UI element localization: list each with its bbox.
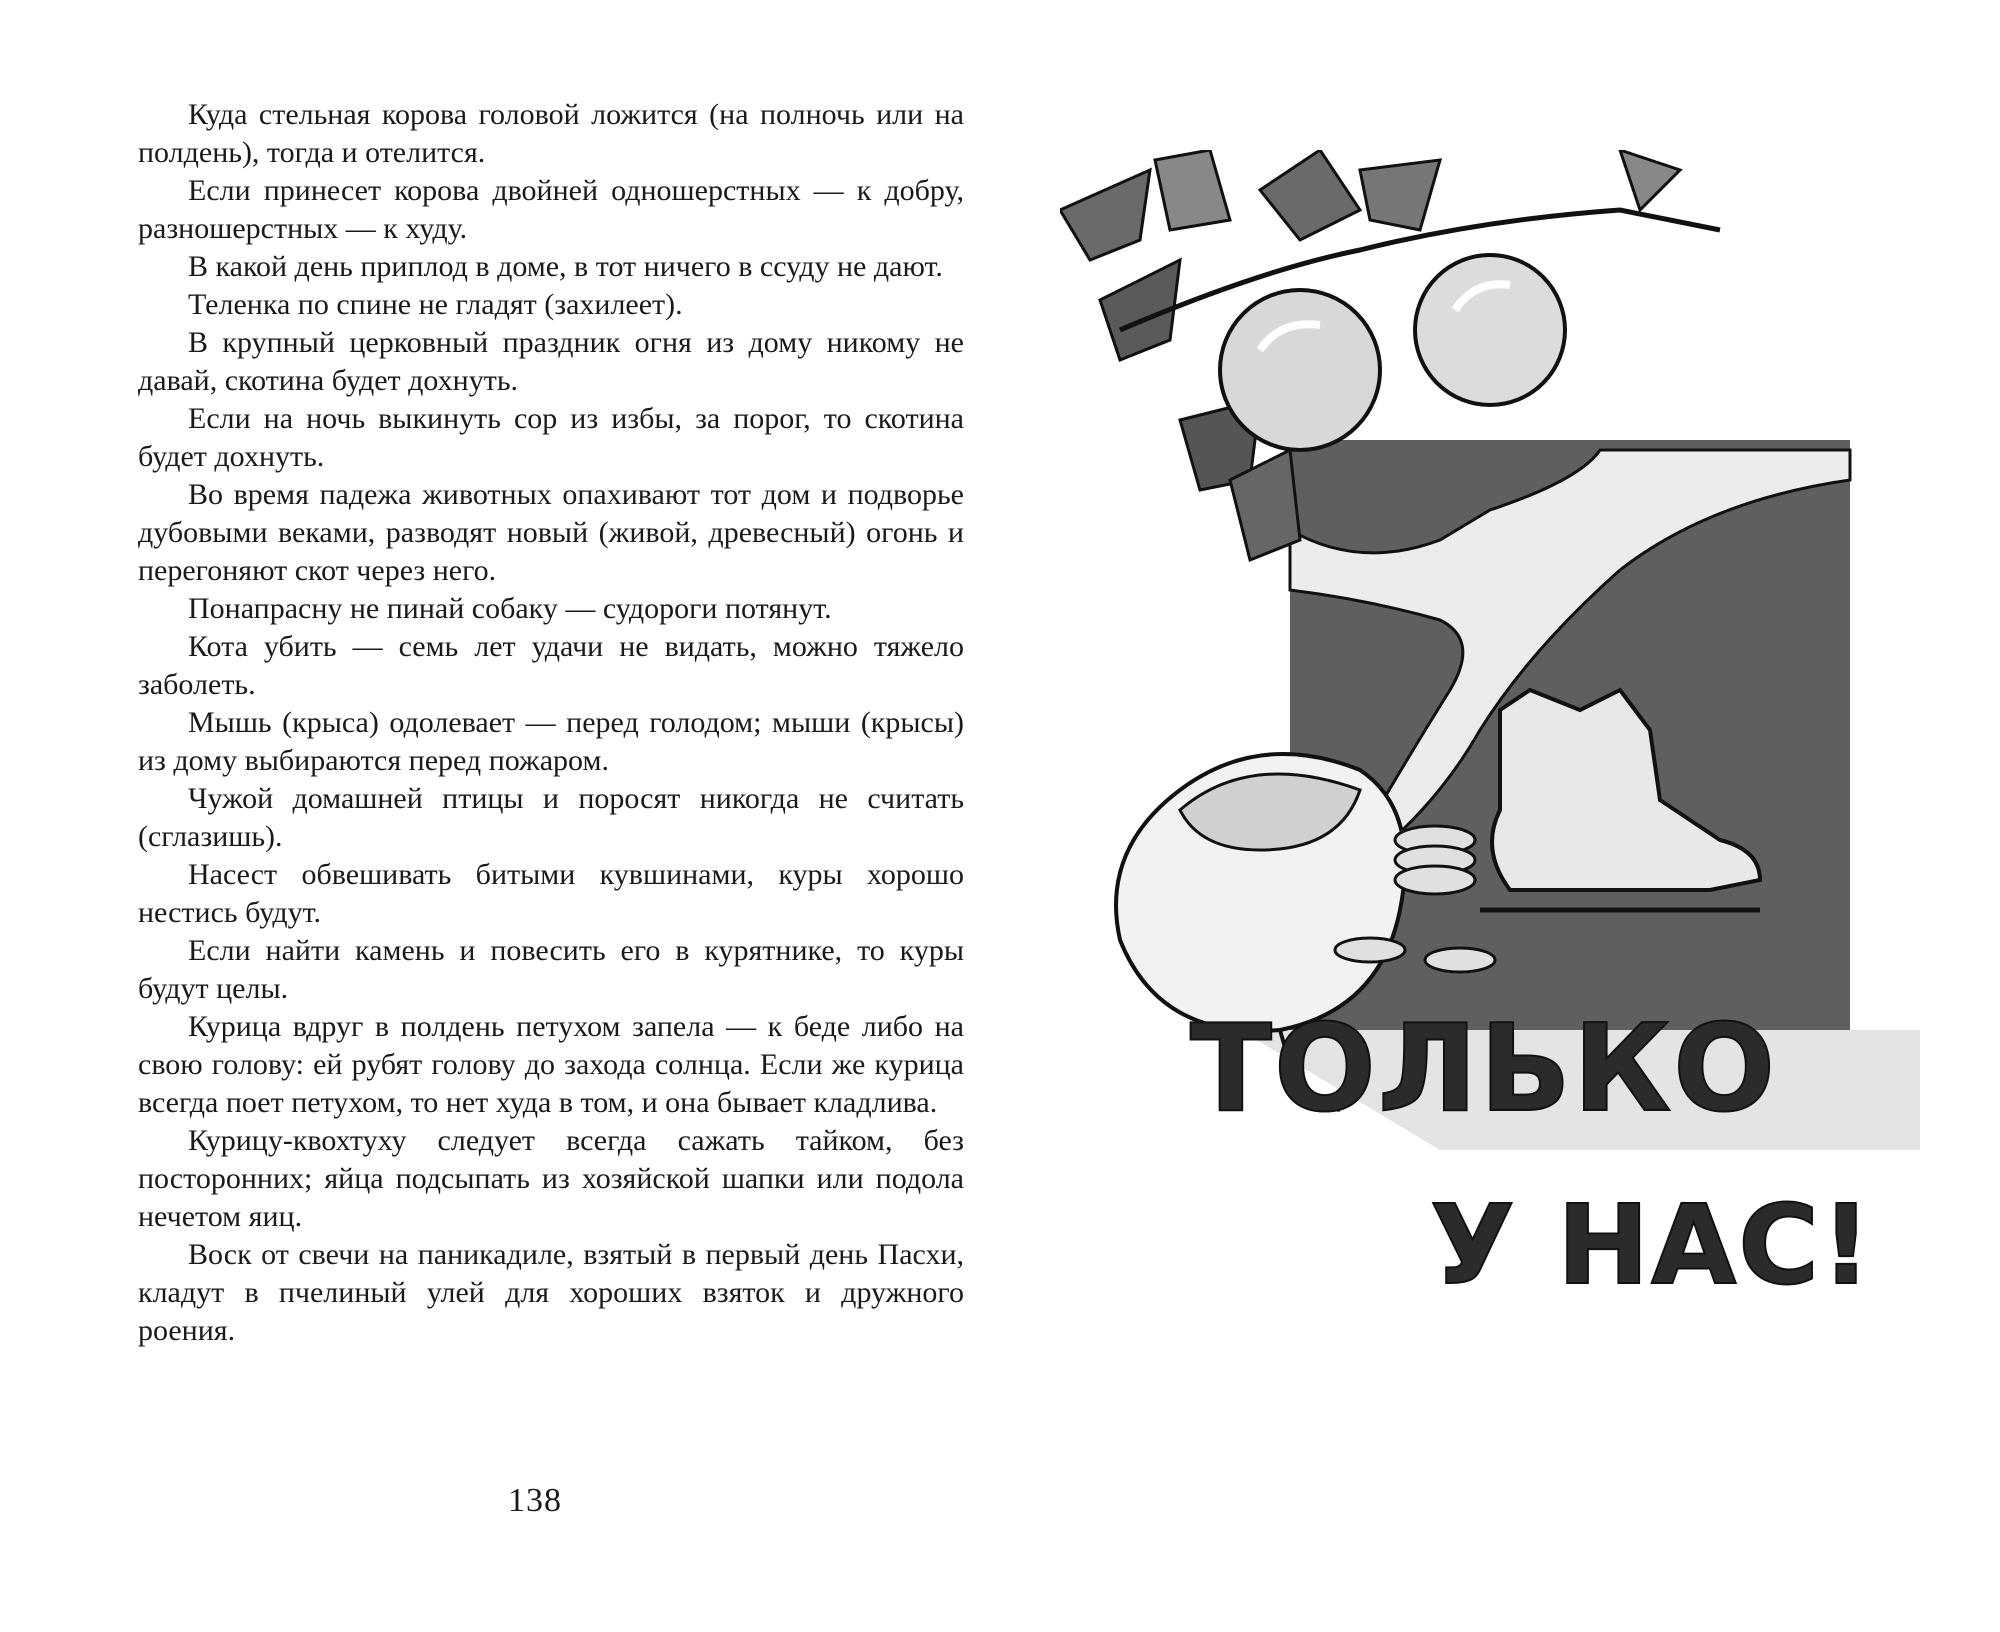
leaf: [1060, 170, 1150, 260]
page-number: 138: [508, 1482, 562, 1519]
paragraph: Если на ночь выкинуть сор из избы, за порог, то скотина будет дохнуть.: [138, 402, 964, 473]
paragraph: Мышь (крыса) одолевает — перед голодом; мыши (крысы) из дому выбираются перед пожаром.: [138, 706, 964, 777]
paragraph: Если найти камень и повесить его в курятнике, то куры будут целы.: [138, 934, 964, 1005]
coin: [1335, 938, 1405, 962]
paragraph: Теленка по спине не гладят (захилеет).: [188, 288, 683, 321]
paragraph: Если принесет корова двойней одношерстных — к добру, разношерстных — к худу.: [138, 174, 964, 245]
paragraph: Чужой домашней птицы и поросят никогда не считать (сглазишь).: [138, 782, 964, 853]
coin: [1425, 948, 1495, 972]
apple: [1415, 255, 1565, 405]
paragraph: Куда стельная корова головой ложится (на полночь или на полдень), тогда и отелится.: [138, 98, 964, 169]
text-block: [138, 96, 964, 1350]
paragraph: Воск от свечи на паникадиле, взятый в первый день Пасхи, кладут в пчелиный улей для хороших взяток и дружного роения.: [138, 1238, 964, 1347]
apple: [1220, 290, 1380, 450]
paragraph: Во время падежа животных опахивают тот дом и подворье дубовыми веками, разводят новый (живой, древесный) огонь и перегоняют скот через него.: [138, 478, 964, 587]
leaf: [1620, 150, 1680, 210]
leaf: [1360, 160, 1440, 230]
paragraph: Понапрасну не пинай собаку — судороги потянут.: [188, 592, 832, 625]
right-page: [1000, 0, 2000, 1632]
paragraph: В какой день приплод в доме, в тот ничего в ссуду не дают.: [188, 250, 943, 283]
paragraph: Курицу-квохтуху следует всегда сажать тайком, без посторонних; яйца подсыпать из хозяйской шапки или подола нечетом яиц.: [138, 1124, 964, 1233]
leaf: [1260, 150, 1360, 240]
coin: [1395, 866, 1475, 894]
paragraph: Курица вдруг в полдень петухом запела — к беде либо на свою голову: ей рубят голову до захода солнца. Если же курица всегда поет петухом, то нет худа в том, и она бывает кладлива.: [138, 1010, 964, 1119]
leaf: [1155, 150, 1230, 230]
headline-line-1: ТОЛЬКО: [1190, 1000, 1778, 1139]
paragraph: Кота убить — семь лет удачи не видать, можно тяжело заболеть.: [138, 630, 964, 701]
headline-line-2: У НАС!: [1430, 1181, 1874, 1309]
paragraph: Насест обвешивать битыми кувшинами, куры хорошо нестись будут.: [138, 858, 964, 929]
paragraph: В крупный церковный праздник огня из дому никому не давай, скотина будет дохнуть.: [138, 326, 964, 397]
